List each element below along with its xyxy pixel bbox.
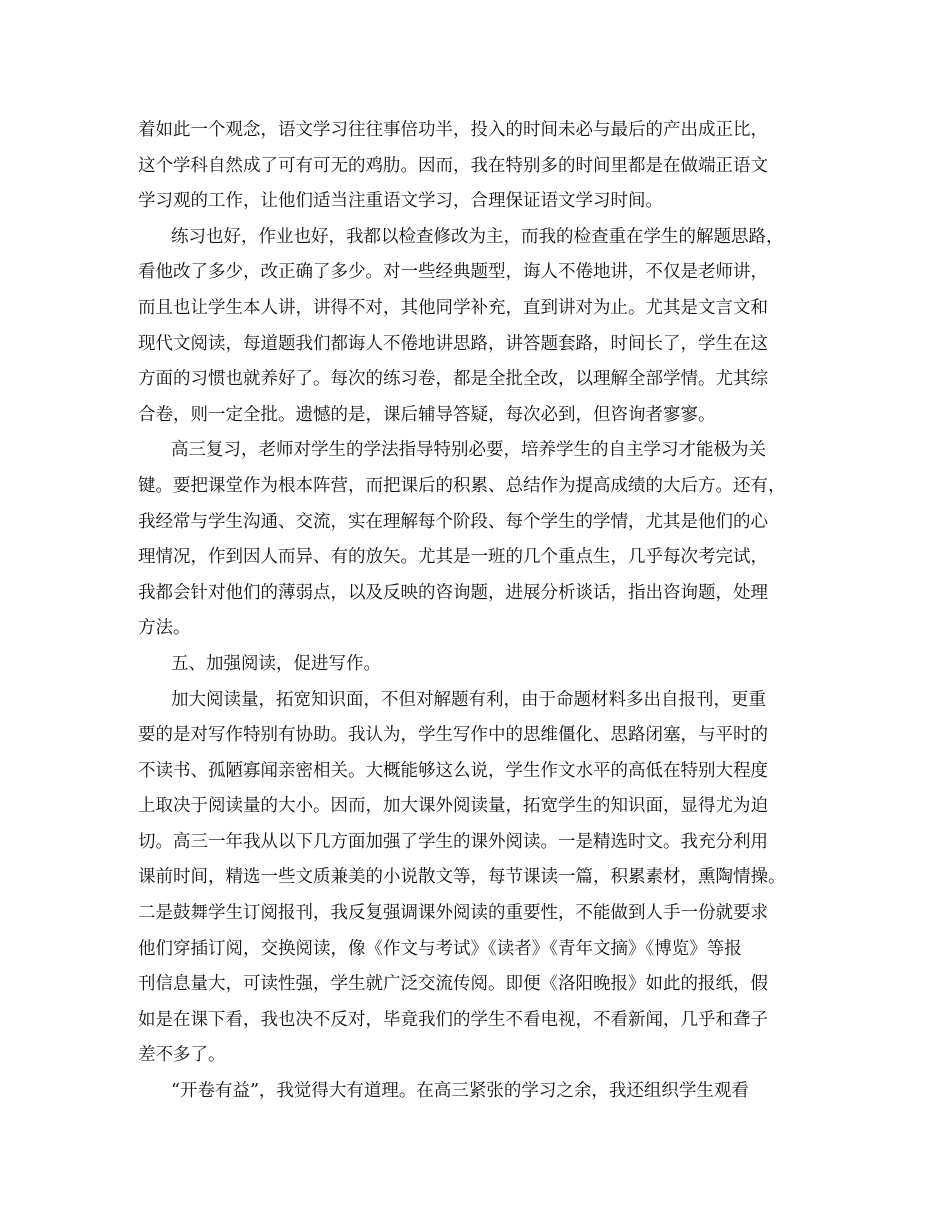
document-body [138,113,818,1110]
text-line: 课前时间，精选一些文质兼美的小说散文等，每节课读一篇，积累素材，熏陶情操。 [138,867,786,888]
text-line: 看他改了多少，改正确了多少。对一些经典题型，诲人不倦地讲，不仅是老师讲， [138,262,768,283]
text-line: 差不多了。 [138,1045,226,1066]
paragraph-first-line: “开卷有益”，我觉得大有道理。在高三紧张的学习之余，我还组织学生观看 [171,1081,749,1102]
paragraph-first-line: 加大阅读量，拓宽知识面，不但对解题有利，由于命题材料多出自报刊，更重 [171,689,766,710]
text-line: 键。要把课堂作为根本阵营，而把课后的积累、总结作为提高成绩的大后方。还有， [138,475,786,496]
text-line: 学习观的工作，让他们适当注重语文学习，合理保证语文学习时间。 [138,191,663,212]
paragraph-first-line: 高三复习，老师对学生的学法指导特别必要，培养学生的自主学习才能极为关 [171,440,766,461]
text-line: 上取决于阅读量的大小。因而，加大课外阅读量，拓宽学生的知识面，显得尤为迫 [138,796,768,817]
text-line: 他们穿插订阅，交换阅读，像《作文与考试》《读者》《青年文摘》《博览》等报 [138,938,742,959]
text-line: 这个学科自然成了可有可无的鸡肋。因而，我在特别多的时间里都是在做端正语文 [138,155,768,176]
text-line: 二是鼓舞学生订阅报刊，我反复强调课外阅读的重要性，不能做到人手一份就要求 [138,903,768,924]
text-line: 理情况，作到因人而异、有的放矢。尤其是一班的几个重点生，几乎每次考完试， [138,547,768,568]
text-line: 我都会针对他们的薄弱点，以及反映的咨询题，进展分析谈话，指出咨询题，处理 [138,582,768,603]
text-line: 不读书、孤陋寡闻亲密相关。大概能够这么说，学生作文水平的高低在特别大程度 [138,760,768,781]
text-line: 如是在课下看，我也决不反对，毕竟我们的学生不看电视，不看新闻，几乎和聋子 [138,1009,768,1030]
text-line: 切。高三一年我从以下几方面加强了学生的课外阅读。一是精选时文。我充分利用 [138,831,768,852]
text-line: 我经常与学生沟通、交流，实在理解每个阶段、每个学生的学情，尤其是他们的心 [138,511,768,532]
text-line: 刊信息量大，可读性强，学生就广泛交流传阅。即便《洛阳晚报》如此的报纸，假 [138,974,768,995]
text-line: 着如此一个观念，语文学习往往事倍功半，投入的时间未必与最后的产出成正比， [138,120,768,140]
text-line: 方面的习惯也就养好了。每次的练习卷，都是全批全改，以理解全部学情。尤其综 [138,369,768,390]
text-line: 而且也让学生本人讲，讲得不对，其他同学补充，直到讲对为止。尤其是文言文和 [138,297,768,318]
text-line: 现代文阅读，每道题我们都诲人不倦地讲思路，讲答题套路，时间长了，学生在这 [138,333,768,354]
paragraph-first-line: 五、加强阅读，促进写作。 [171,653,381,674]
text-line: 合卷，则一定全批。遗憾的是，课后辅导答疑，每次必到，但咨询者寥寥。 [138,404,716,425]
paragraph-first-line: 练习也好，作业也好，我都以检查修改为主，而我的检查重在学生的解题思路， [171,226,784,247]
text-line: 要的是对写作特别有协助。我认为，学生写作中的思维僵化、思路闭塞，与平时的 [138,725,768,746]
text-line: 方法。 [138,618,191,639]
